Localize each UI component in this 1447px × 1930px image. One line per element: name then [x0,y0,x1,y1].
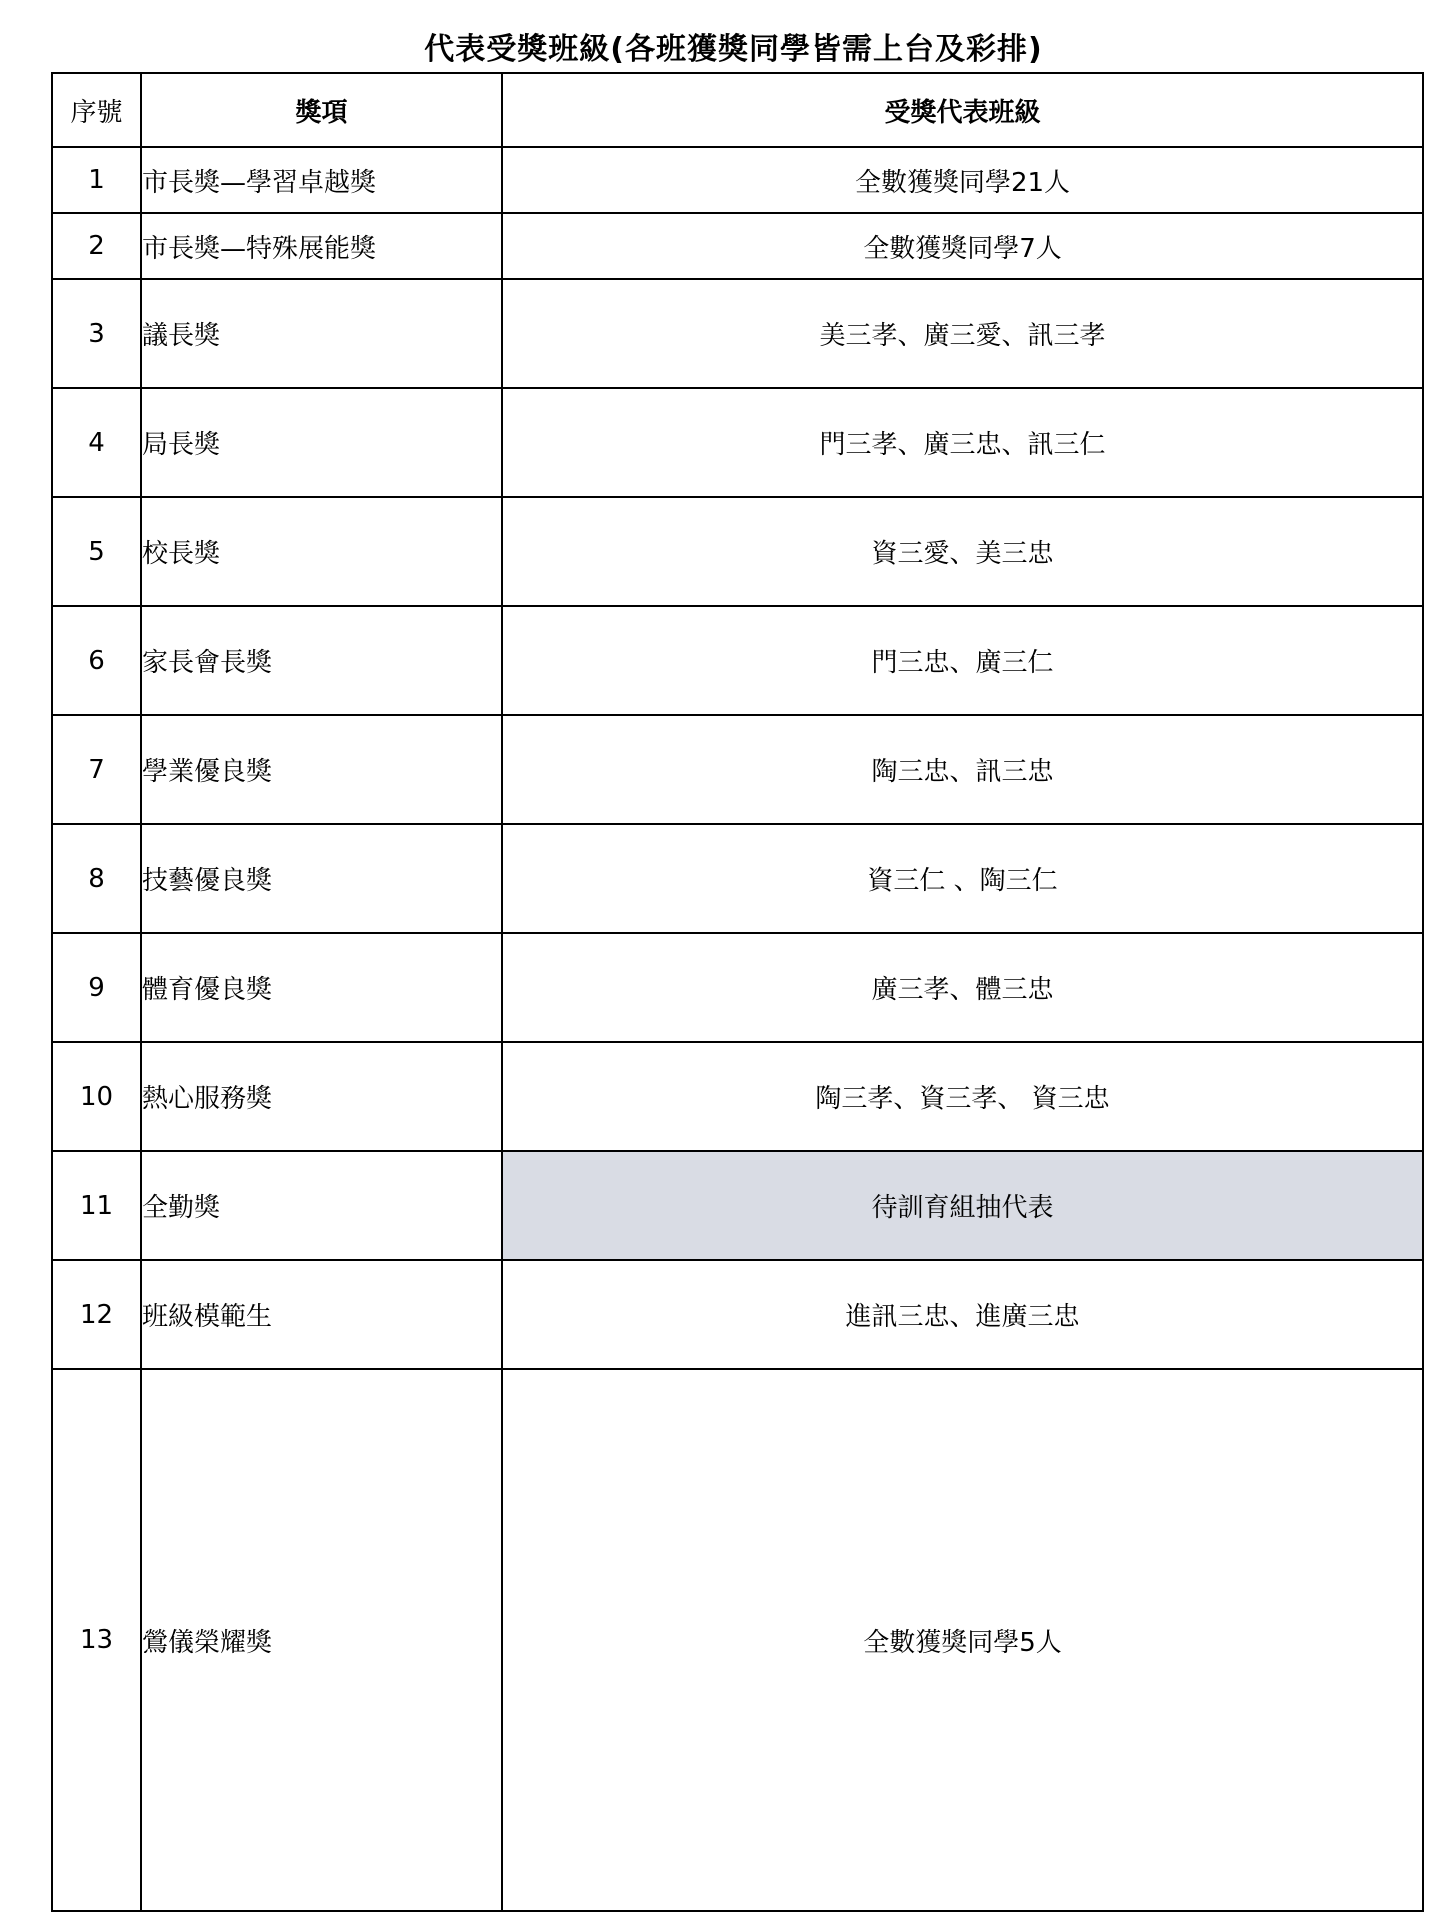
award-classes: 美三孝、廣三愛、訊三孝 [502,279,1423,388]
award-name: 議長獎 [141,279,502,388]
row-number: 1 [52,147,141,213]
award-name: 學業優良獎 [141,715,502,824]
row-number: 9 [52,933,141,1042]
table-row [52,715,1423,824]
table-row [52,1042,1423,1151]
award-classes: 全數獲獎同學5人 [502,1369,1423,1911]
row-number: 11 [52,1151,141,1260]
award-table [51,72,1424,1912]
award-name: 全勤獎 [141,1151,502,1260]
award-classes: 廣三孝、體三忠 [502,933,1423,1042]
row-number: 12 [52,1260,141,1369]
award-name: 鶯儀榮耀獎 [141,1369,502,1911]
row-number: 4 [52,388,141,497]
table-row [52,1151,1423,1260]
table-row [52,213,1423,279]
award-name: 局長獎 [141,388,502,497]
row-number: 2 [52,213,141,279]
row-number: 10 [52,1042,141,1151]
award-name: 技藝優良獎 [141,824,502,933]
award-name: 市長獎—學習卓越獎 [141,147,502,213]
award-classes: 全數獲獎同學7人 [502,213,1423,279]
column-header-classes: 受獎代表班級 [502,73,1423,147]
award-classes: 資三愛、美三忠 [502,497,1423,606]
award-classes: 陶三孝、資三孝、 資三忠 [502,1042,1423,1151]
row-number: 8 [52,824,141,933]
table-row [52,933,1423,1042]
table-row [52,606,1423,715]
column-header-award: 獎項 [141,73,502,147]
award-name: 熱心服務獎 [141,1042,502,1151]
award-classes-highlighted: 待訓育組抽代表 [502,1151,1423,1260]
award-classes: 門三孝、廣三忠、訊三仁 [502,388,1423,497]
award-classes: 全數獲獎同學21人 [502,147,1423,213]
table-row [52,279,1423,388]
row-number: 3 [52,279,141,388]
table-row [52,388,1423,497]
row-number: 7 [52,715,141,824]
row-number: 13 [52,1369,141,1911]
award-name: 體育優良獎 [141,933,502,1042]
award-classes: 門三忠、廣三仁 [502,606,1423,715]
table-row [52,1260,1423,1369]
award-name: 市長獎—特殊展能獎 [141,213,502,279]
award-name: 班級模範生 [141,1260,502,1369]
table-row [52,1369,1423,1911]
award-classes: 資三仁 、陶三仁 [502,824,1423,933]
award-name: 家長會長獎 [141,606,502,715]
table-header-row [52,73,1423,147]
award-classes: 進訊三忠、進廣三忠 [502,1260,1423,1369]
table-row [52,824,1423,933]
row-number: 5 [52,497,141,606]
page-title: 代表受獎班級(各班獲獎同學皆需上台及彩排) [424,32,1043,67]
table-row [52,147,1423,213]
award-name: 校長獎 [141,497,502,606]
column-header-no: 序號 [52,73,141,147]
award-classes: 陶三忠、訊三忠 [502,715,1423,824]
row-number: 6 [52,606,141,715]
table-row [52,497,1423,606]
